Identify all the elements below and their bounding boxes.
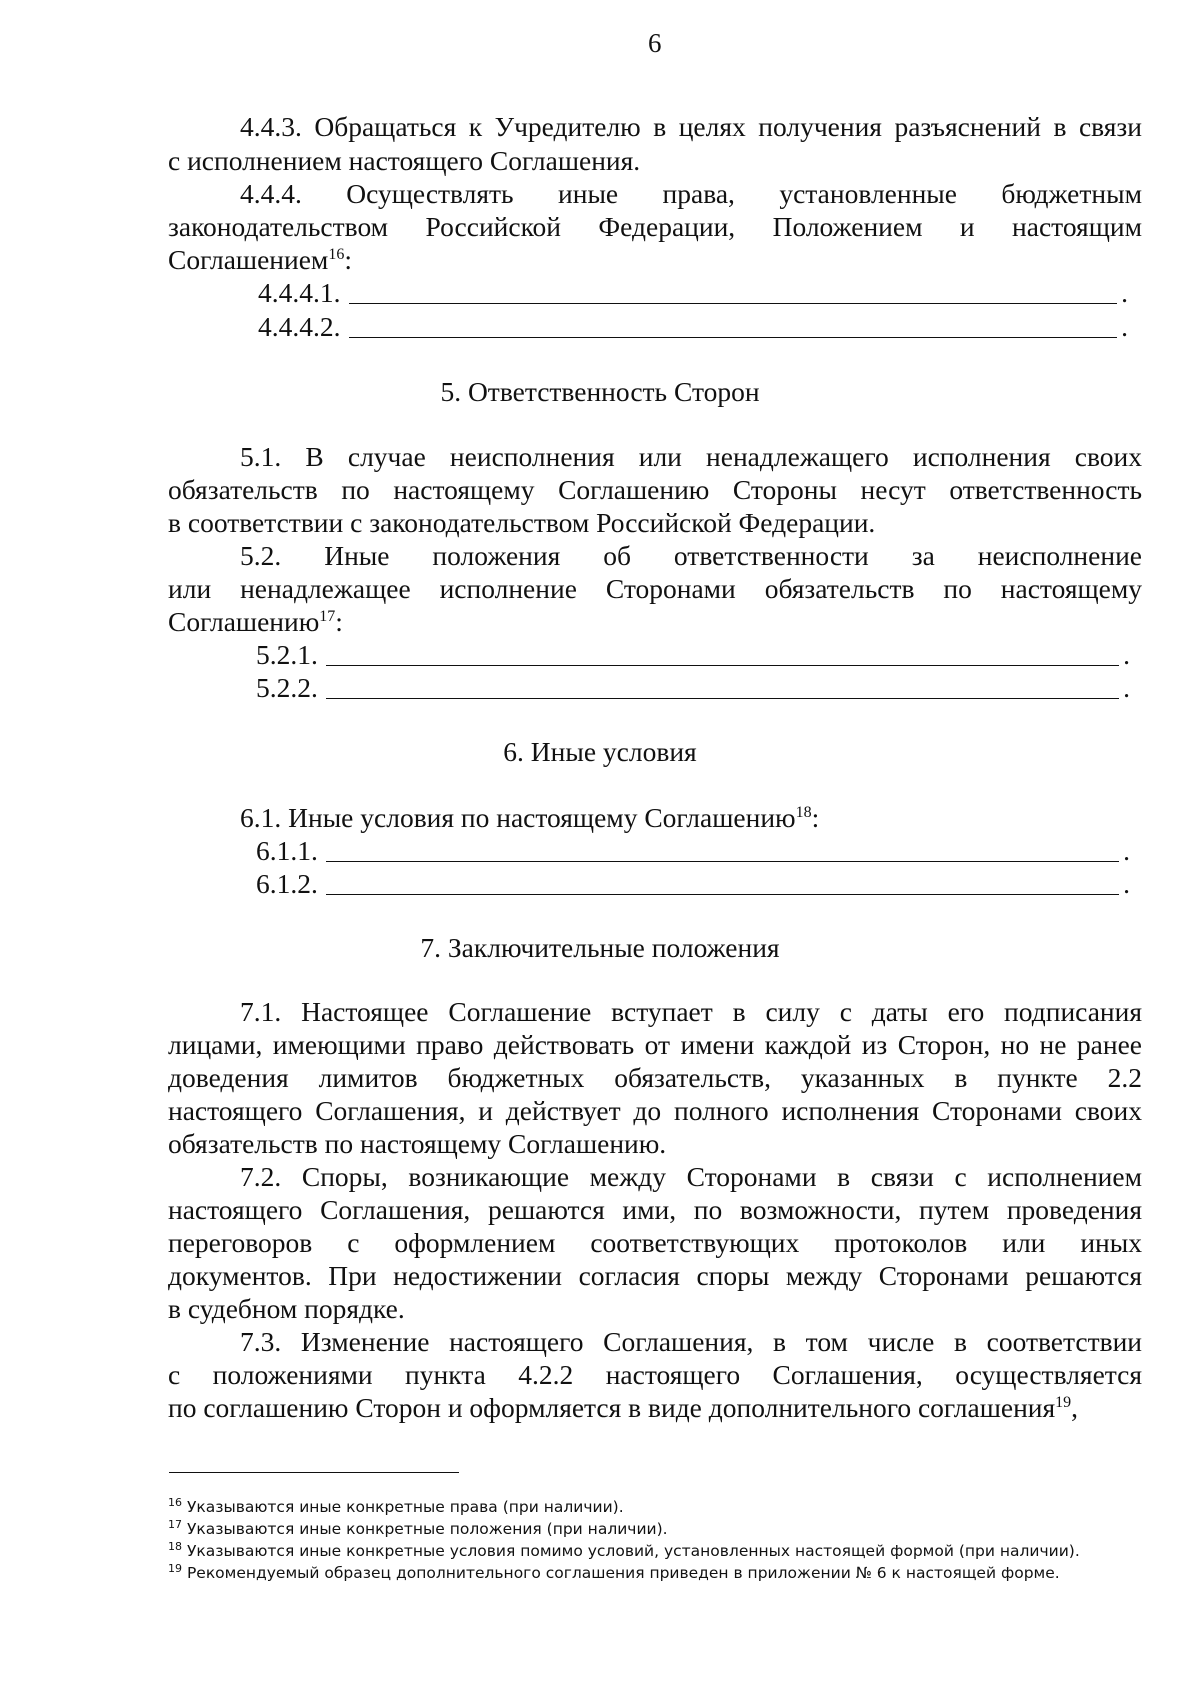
p71-line1: 7.1. Настоящее Соглашение вступает в силу с даты его подписания	[240, 996, 1142, 1027]
footnote-16: $^{16}$ Указываются иные конкретные права (при наличии).	[168, 1495, 624, 1516]
footnote-ref-17: 17	[319, 607, 336, 625]
p72-line3: переговоров с оформлением соответствующих протоколов или иных	[168, 1227, 1142, 1258]
p443-line2: с исполнением настоящего Соглашения.	[168, 145, 641, 176]
p52-line1: 5.2. Иные положения об ответственности за неисполнение	[240, 540, 1142, 571]
blank-item-612: 6.1.2. .	[256, 868, 1130, 899]
p51-line1: 5.1. В случае неисполнения или ненадлежащего исполнения своих	[240, 441, 1142, 472]
p72-line1: 7.2. Споры, возникающие между Сторонами в связи с исполнением	[240, 1161, 1142, 1192]
footnote-ref-16: 16	[328, 245, 345, 263]
blank-line	[326, 837, 1119, 862]
section7-heading: 7. Заключительные положения	[420, 932, 780, 963]
p61-line: 6.1. Иные условия по настоящему Соглашению$^{18}$:	[240, 802, 820, 833]
blank-item-521: 5.2.1. .	[256, 639, 1130, 670]
footnote-ref-19: 19	[1055, 1393, 1072, 1411]
blank-item-4441: 4.4.4.1. .	[258, 277, 1128, 308]
p72-line4: документов. При недостижении согласия споры между Сторонами решаются	[168, 1260, 1142, 1291]
p73-line3: по соглашению Сторон и оформляется в виде дополнительного соглашения$^{19}$,	[168, 1392, 1079, 1423]
blank-item-522: 5.2.2. .	[256, 672, 1130, 703]
p71-line2: лицами, имеющими право действовать от имени каждой из Сторон, но не ранее	[168, 1029, 1142, 1060]
p71-line4: настоящего Соглашения, и действует до полного исполнения Сторонами своих	[168, 1095, 1142, 1126]
blank-line	[349, 279, 1118, 304]
p72-line2: настоящего Соглашения, решаются ими, по возможности, путем проведения	[168, 1194, 1142, 1225]
footnote-17: $^{17}$ Указываются иные конкретные положения (при наличии).	[168, 1517, 668, 1538]
p443-line1: 4.4.3. Обращаться к Учредителю в целях получения разъяснений в связи	[240, 111, 1142, 142]
blank-line	[326, 870, 1119, 895]
p444-line1: 4.4.4. Осуществлять иные права, установленные бюджетным	[240, 178, 1142, 209]
p444-line2: законодательством Российской Федерации, Положением и настоящим	[168, 211, 1142, 242]
footnote-ref-18: 18	[795, 803, 812, 821]
footnote-19: $^{19}$ Рекомендуемый образец дополнительного соглашения приведен в приложении № 6 к настоящей форме.	[168, 1561, 1060, 1582]
p444-line3: Соглашением$^{16}$:	[168, 244, 352, 275]
p72-line5: в судебном порядке.	[168, 1293, 405, 1324]
blank-line	[326, 641, 1119, 666]
p73-line2: с положениями пункта 4.2.2 настоящего Соглашения, осуществляется	[168, 1359, 1142, 1390]
blank-item-611: 6.1.1. .	[256, 835, 1130, 866]
p52-line3: Соглашению$^{17}$:	[168, 606, 343, 637]
footnote-18: $^{18}$ Указываются иные конкретные условия помимо условий, установленных настоящей формой (при наличии).	[168, 1539, 1080, 1560]
section5-heading: 5. Ответственность Сторон	[440, 376, 760, 407]
p51-line2: обязательств по настоящему Соглашению Стороны несут ответственность	[168, 474, 1142, 505]
page-number: 6	[648, 28, 662, 58]
p52-line2: или ненадлежащее исполнение Сторонами обязательств по настоящему	[168, 573, 1142, 604]
p51-line3: в соответствии с законодательством Российской Федерации.	[168, 507, 876, 538]
section6-heading: 6. Иные условия	[503, 736, 697, 767]
blank-line	[349, 313, 1118, 338]
p71-line3: доведения лимитов бюджетных обязательств, указанных в пункте 2.2	[168, 1062, 1142, 1093]
blank-line	[326, 674, 1119, 699]
p73-line1: 7.3. Изменение настоящего Соглашения, в том числе в соответствии	[240, 1326, 1142, 1357]
p71-line5: обязательств по настоящему Соглашению.	[168, 1128, 667, 1159]
footnote-separator	[169, 1472, 459, 1473]
blank-item-4442: 4.4.4.2. .	[258, 311, 1128, 342]
